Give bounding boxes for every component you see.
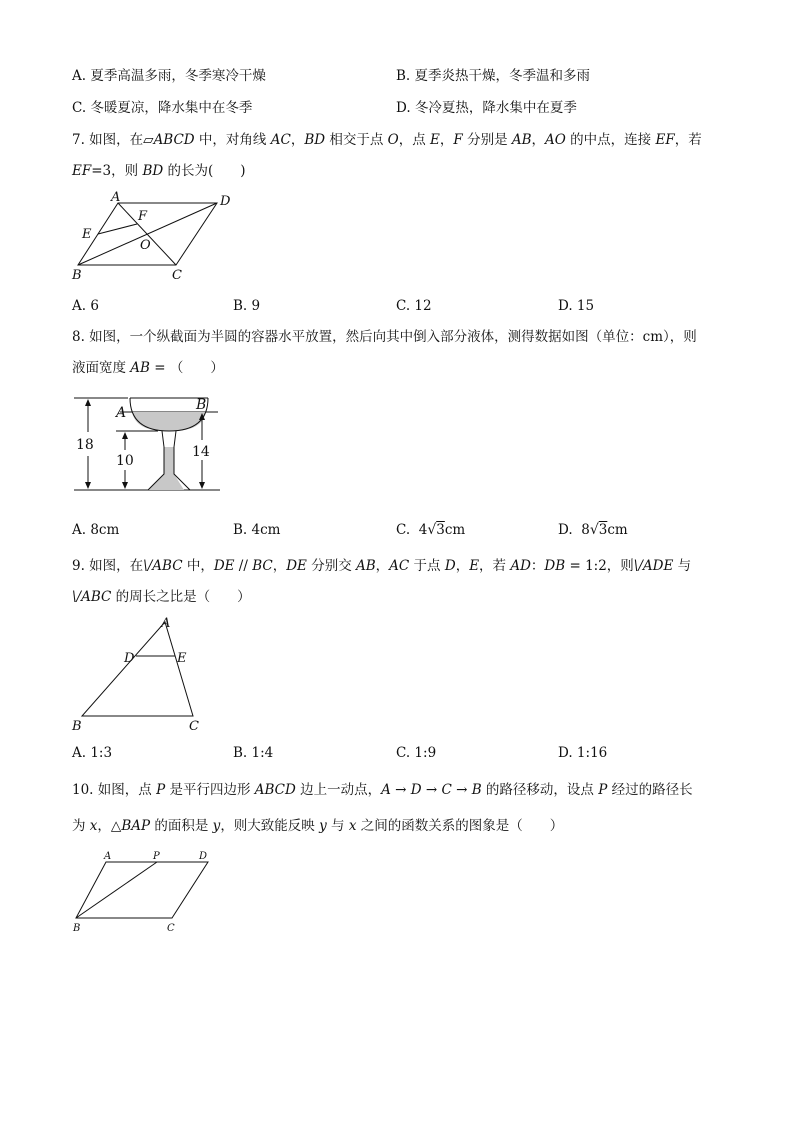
q9-option-b: B. 1:4	[233, 745, 274, 761]
q8-option-d: D. 8√3cm	[558, 522, 628, 538]
q8-label-B: B	[196, 397, 207, 413]
q10-stem-line1: 10. 如图，点 P 是平行四边形 ABCD 边上一动点，A → D → C → B 的路径移动，设点 P 经过的路径长	[72, 782, 693, 798]
q7-label-O: O	[140, 238, 151, 253]
q7-label-A: A	[111, 190, 121, 205]
q7-label-D: D	[220, 194, 231, 209]
q9-option-a: A. 1:3	[72, 745, 113, 761]
q8-option-a: A. 8cm	[72, 522, 120, 538]
q9-label-A: A	[161, 616, 171, 631]
q8-stem-line2: 液面宽度 AB = （ ）	[72, 360, 224, 376]
q9-triangle-figure	[70, 614, 210, 734]
q10-label-D: D	[199, 851, 208, 862]
q9-label-B: B	[72, 719, 82, 734]
q9-option-d: D. 1:16	[558, 745, 608, 761]
q10-label-B: B	[73, 923, 81, 934]
q7-label-E: E	[82, 227, 92, 242]
q10-parallelogram-figure	[70, 848, 220, 938]
q7-label-B: B	[72, 268, 82, 283]
q8-option-b: B. 4cm	[233, 522, 281, 538]
q8-dimension-18: 18	[76, 437, 94, 453]
q8-stem-line1: 8. 如图，一个纵截面为半圆的容器水平放置，然后向其中倒入部分液体，测得数据如图（单位：cm），则	[72, 329, 697, 345]
q9-label-C: C	[189, 719, 199, 734]
q10-label-A: A	[104, 851, 112, 862]
q7-label-F: F	[138, 209, 148, 224]
q7-option-a: A. 6	[72, 298, 99, 314]
q9-stem-line1: 9. 如图，在\/ABC 中，DE // BC，DE 分别交 AB，AC 于点 D，E，若 AD：DB = 1:2，则\/ADE 与	[72, 558, 692, 574]
q9-stem-line2: \/ABC 的周长之比是（ ）	[72, 589, 251, 605]
q7-option-c: C. 12	[396, 298, 432, 314]
q10-stem-line2: 为 x，△BAP 的面积是 y，则大致能反映 y 与 x 之间的函数关系的图象是（ ）	[72, 818, 564, 834]
q6-option-b: B. 夏季炎热干燥，冬季温和多雨	[396, 68, 591, 84]
q7-option-b: B. 9	[233, 298, 261, 314]
q8-option-c: C. 4√3cm	[396, 522, 466, 538]
q6-option-c: C. 冬暖夏凉，降水集中在冬季	[72, 100, 253, 116]
q7-label-C: C	[172, 268, 182, 283]
q8-dimension-10: 10	[116, 453, 134, 469]
q9-option-c: C. 1:9	[396, 745, 437, 761]
q6-option-d: D. 冬冷夏热，降水集中在夏季	[396, 100, 577, 116]
q8-container-figure	[72, 392, 232, 497]
q9-label-D: D	[124, 651, 135, 666]
q8-dimension-14: 14	[192, 444, 210, 460]
q10-label-P: P	[153, 851, 160, 862]
q7-stem-line1: 7. 如图，在▱ABCD 中，对角线 AC，BD 相交于点 O，点 E，F 分别是 AB，AO 的中点，连接 EF，若	[72, 132, 702, 148]
q10-label-C: C	[167, 923, 175, 934]
q6-option-a: A. 夏季高温多雨，冬季寒冷干燥	[72, 68, 266, 84]
q9-label-E: E	[177, 651, 187, 666]
q7-option-d: D. 15	[558, 298, 595, 314]
q7-parallelogram-figure	[68, 190, 258, 285]
q8-label-A: A	[116, 405, 127, 421]
q7-stem-line2: EF=3，则 BD 的长为( )	[72, 163, 246, 179]
